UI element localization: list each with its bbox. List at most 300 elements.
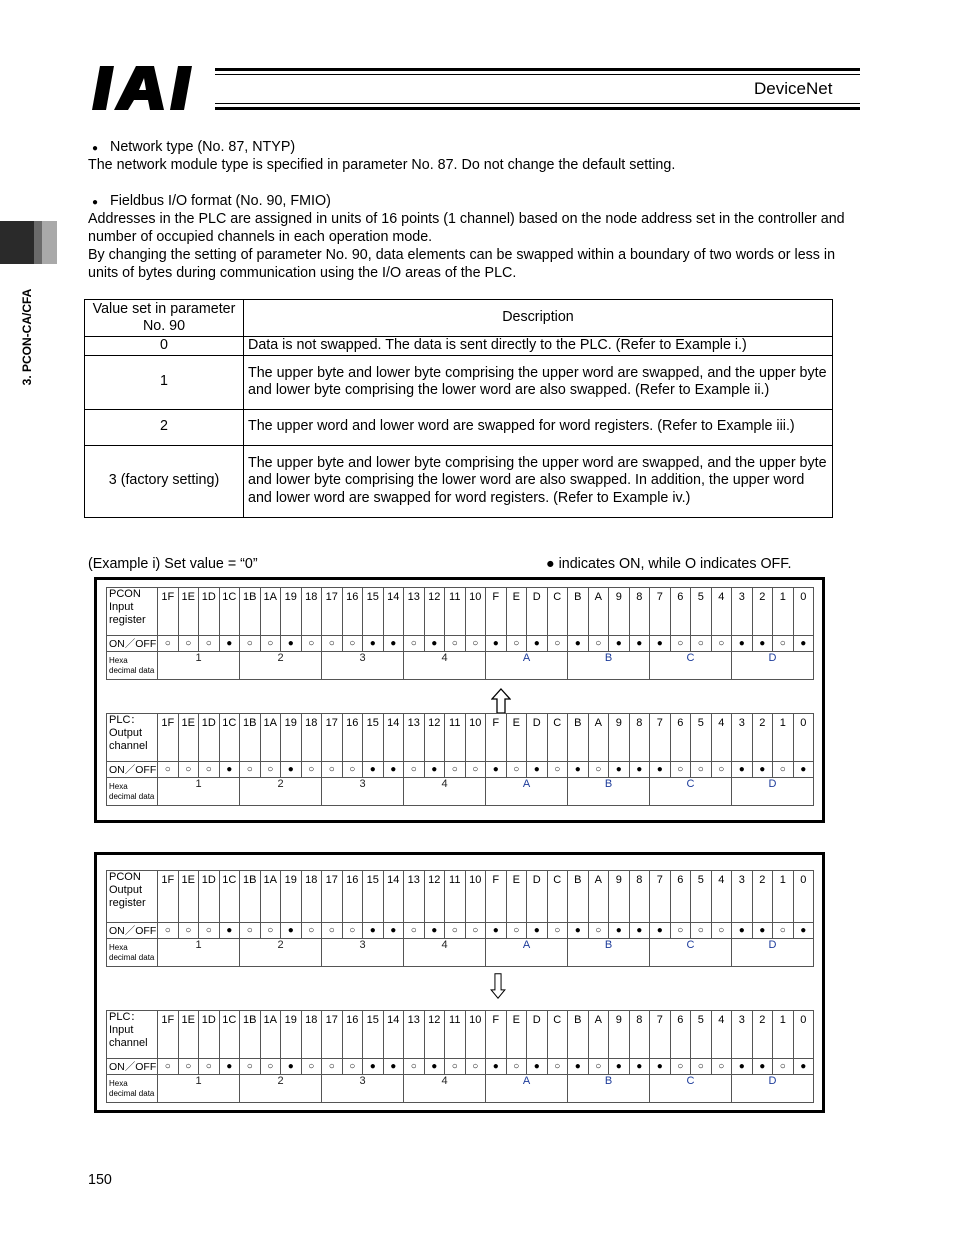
legend-note: ● indicates ON, while O indicates OFF. (546, 556, 792, 572)
bit-number: 13 (404, 714, 425, 762)
bit-number: 15 (363, 1011, 384, 1059)
bit-number: 5 (691, 714, 712, 762)
example-title: (Example i) Set value = “0” (88, 556, 258, 572)
bit-state: ● (219, 1059, 240, 1075)
bit-number: 19 (281, 588, 302, 636)
bit-number: 9 (609, 871, 630, 923)
bit-state: ○ (547, 1059, 568, 1075)
bit-state: ○ (301, 636, 322, 652)
hex-digit: 3 (322, 939, 404, 967)
bit-number: 17 (322, 1011, 343, 1059)
bit-state: ● (609, 636, 630, 652)
bit-number: 10 (465, 871, 486, 923)
hex-label: Hexa decimal data (107, 778, 158, 806)
bit-state: ● (732, 762, 753, 778)
bit-state: ○ (588, 1059, 609, 1075)
register-label (107, 1011, 158, 1059)
hex-digit: A (486, 1075, 568, 1103)
hex-digit: 3 (322, 1075, 404, 1103)
bit-number: 16 (342, 1011, 363, 1059)
bit-number: 11 (445, 1011, 466, 1059)
bit-number: 7 (650, 1011, 671, 1059)
bit-state: ○ (773, 636, 794, 652)
bit-state: ○ (670, 923, 691, 939)
bit-state: ● (363, 1059, 384, 1075)
bit-number: C (547, 871, 568, 923)
bit-number: F (486, 714, 507, 762)
bit-number: 1 (773, 871, 794, 923)
bit-number: A (588, 588, 609, 636)
bit-number: B (568, 1011, 589, 1059)
bit-state: ● (732, 1059, 753, 1075)
bit-state: ○ (342, 1059, 363, 1075)
bit-state: ● (793, 923, 814, 939)
bit-number: F (486, 1011, 507, 1059)
bit-number: 7 (650, 871, 671, 923)
bit-state: ○ (547, 762, 568, 778)
bit-state: ● (732, 636, 753, 652)
hex-digit: C (650, 1075, 732, 1103)
bit-state: ○ (588, 636, 609, 652)
hex-digit: B (568, 1075, 650, 1103)
bit-number: 1E (178, 871, 199, 923)
bit-number: 2 (752, 1011, 773, 1059)
bit-number: 0 (793, 871, 814, 923)
fieldbus-body-2: By changing the setting of parameter No. 90, data elements can be swapped within a boundary of two words or less in units of bytes during communication using the I/O areas of the PLC. (88, 247, 836, 281)
bit-state: ○ (711, 923, 732, 939)
bit-number: B (568, 588, 589, 636)
bit-state: ○ (199, 636, 220, 652)
bit-number: 1B (240, 1011, 261, 1059)
bit-state: ○ (240, 762, 261, 778)
bit-state: ○ (588, 923, 609, 939)
hex-label: Hexa decimal data (107, 652, 158, 680)
hex-digit: 2 (240, 652, 322, 680)
bit-state: ○ (445, 636, 466, 652)
hex-digit: C (650, 939, 732, 967)
bit-number: 1B (240, 714, 261, 762)
hex-digit: 4 (404, 1075, 486, 1103)
bit-state: ● (383, 923, 404, 939)
bit-state: ● (527, 762, 548, 778)
bit-state: ● (383, 1059, 404, 1075)
fieldbus-heading: ● Fieldbus I/O format (No. 90, FMIO) (110, 192, 331, 210)
bit-state: ● (424, 636, 445, 652)
bit-state: ● (281, 923, 302, 939)
pcon-output-register-table (106, 870, 814, 967)
bit-number: D (527, 588, 548, 636)
bit-state: ○ (506, 923, 527, 939)
network-type-heading: ● Network type (No. 87, NTYP) (110, 138, 295, 156)
hex-digit: D (732, 778, 814, 806)
bit-state: ○ (322, 762, 343, 778)
bit-number: 6 (670, 1011, 691, 1059)
header-rule (215, 103, 860, 104)
bit-number: 0 (793, 714, 814, 762)
bit-state: ○ (178, 1059, 199, 1075)
bit-number: 1D (199, 714, 220, 762)
bit-state: ○ (445, 1059, 466, 1075)
register-label: PCON Input register (107, 588, 158, 636)
bit-state: ● (486, 636, 507, 652)
bit-number: 7 (650, 588, 671, 636)
bit-state: ○ (773, 762, 794, 778)
bit-number: 5 (691, 1011, 712, 1059)
bit-state: ● (650, 636, 671, 652)
chapter-label: 3. PCON-CA/CFA (20, 288, 34, 386)
bit-state: ● (793, 1059, 814, 1075)
table-cell: The upper word and lower word are swapped for word registers. (Refer to Example iii.) (244, 409, 833, 445)
bit-number: 1D (199, 871, 220, 923)
page-number: 150 (88, 1172, 112, 1188)
bit-number: 17 (322, 714, 343, 762)
hex-digit: 3 (322, 652, 404, 680)
bit-state: ● (486, 762, 507, 778)
table-cell: Data is not swapped. The data is sent directly to the PLC. (Refer to Example i.) (244, 337, 833, 356)
bit-number: F (486, 588, 507, 636)
bit-number: 8 (629, 871, 650, 923)
bit-number: 3 (732, 588, 753, 636)
pcon-input-register-table (106, 587, 814, 680)
bit-number: 1C (219, 588, 240, 636)
bit-state: ○ (445, 923, 466, 939)
bit-state: ○ (691, 923, 712, 939)
bit-state: ● (629, 762, 650, 778)
bit-state: ● (281, 762, 302, 778)
bit-state: ○ (506, 1059, 527, 1075)
bit-number: 1E (178, 714, 199, 762)
bit-state: ○ (240, 636, 261, 652)
hex-digit: B (568, 652, 650, 680)
bit-number: 15 (363, 714, 384, 762)
hex-digit: 1 (158, 652, 240, 680)
bit-state: ○ (158, 1059, 179, 1075)
bit-number: 11 (445, 871, 466, 923)
bit-state: ● (732, 923, 753, 939)
hex-digit: 2 (240, 1075, 322, 1103)
bit-number: 13 (404, 871, 425, 923)
bit-number: 17 (322, 871, 343, 923)
bit-number: 11 (445, 714, 466, 762)
bit-state: ○ (342, 636, 363, 652)
bit-number: 16 (342, 871, 363, 923)
bit-state: ○ (547, 636, 568, 652)
network-type-body: The network module type is specified in parameter No. 87. Do not change the default setting. (88, 157, 676, 173)
bit-number: 15 (363, 871, 384, 923)
bit-number: D (527, 1011, 548, 1059)
header-rule (215, 107, 860, 110)
bit-state: ● (752, 636, 773, 652)
bit-state: ● (363, 762, 384, 778)
section-title: DeviceNet (754, 79, 833, 98)
bit-number: 3 (732, 871, 753, 923)
bit-number: 1B (240, 871, 261, 923)
bit-number: 18 (301, 1011, 322, 1059)
hex-digit: D (732, 1075, 814, 1103)
bit-number: C (547, 588, 568, 636)
bit-state: ○ (322, 1059, 343, 1075)
on-off-label: ON／OFF (107, 923, 158, 939)
bit-state: ● (383, 636, 404, 652)
bit-number: 9 (609, 1011, 630, 1059)
bit-number: 2 (752, 588, 773, 636)
bit-state: ○ (260, 923, 281, 939)
bit-state: ○ (711, 762, 732, 778)
hex-label: Hexa decimal data (107, 939, 158, 967)
bit-number: 5 (691, 588, 712, 636)
bit-state: ○ (301, 762, 322, 778)
diagram-pcon-to-plc (94, 577, 825, 823)
bit-state: ● (219, 762, 240, 778)
plc-input-channel-table (106, 1010, 814, 1103)
channel-label: Input channel (109, 1024, 148, 1049)
bit-number: 8 (629, 1011, 650, 1059)
bit-state: ● (219, 923, 240, 939)
bit-state: ○ (178, 762, 199, 778)
hex-label: Hexa decimal data (107, 1075, 158, 1103)
bit-state: ○ (588, 762, 609, 778)
bit-state: ● (609, 923, 630, 939)
bit-number: 9 (609, 588, 630, 636)
bit-number: 10 (465, 714, 486, 762)
bit-number: 1B (240, 588, 261, 636)
bit-number: E (506, 1011, 527, 1059)
bit-number: 1D (199, 1011, 220, 1059)
bit-number: 11 (445, 588, 466, 636)
bit-number: A (588, 1011, 609, 1059)
bit-number: 1A (260, 714, 281, 762)
bit-state: ● (424, 762, 445, 778)
bit-state: ● (281, 636, 302, 652)
bit-state: ○ (465, 923, 486, 939)
hex-digit: 1 (158, 1075, 240, 1103)
on-off-label: ON／OFF (107, 636, 158, 652)
bit-number: 19 (281, 1011, 302, 1059)
hex-digit: A (486, 652, 568, 680)
table-header: Value set in parameter No. 90 (85, 300, 244, 337)
bit-state: ○ (773, 923, 794, 939)
bit-number: C (547, 714, 568, 762)
bit-number: 10 (465, 1011, 486, 1059)
hex-digit: 3 (322, 778, 404, 806)
bit-number: A (588, 714, 609, 762)
bit-number: 1A (260, 588, 281, 636)
bit-number: 1 (773, 714, 794, 762)
bit-state: ● (793, 762, 814, 778)
bit-state: ○ (691, 636, 712, 652)
bit-number: 8 (629, 714, 650, 762)
bit-state: ● (650, 762, 671, 778)
bit-state: ○ (670, 636, 691, 652)
bit-number: 13 (404, 588, 425, 636)
bit-state: ● (486, 923, 507, 939)
bit-state: ○ (506, 636, 527, 652)
bit-state: ● (629, 923, 650, 939)
bit-number: E (506, 871, 527, 923)
bit-number: 14 (383, 1011, 404, 1059)
diagram-plc-to-pcon (94, 852, 825, 1113)
bit-number: 1F (158, 714, 179, 762)
bit-state: ○ (178, 636, 199, 652)
bit-number: 1 (773, 1011, 794, 1059)
bit-state: ○ (691, 762, 712, 778)
bit-state: ○ (404, 762, 425, 778)
table-header: Description (244, 300, 833, 337)
bit-state: ● (527, 923, 548, 939)
hex-digit: 4 (404, 652, 486, 680)
hex-digit: C (650, 778, 732, 806)
header-rule (215, 74, 860, 75)
bit-number: E (506, 588, 527, 636)
bit-state: ● (629, 636, 650, 652)
bit-number: 0 (793, 588, 814, 636)
bit-number: 3 (732, 714, 753, 762)
bit-state: ○ (506, 762, 527, 778)
hex-digit: C (650, 652, 732, 680)
bit-state: ○ (199, 923, 220, 939)
bit-state: ○ (158, 923, 179, 939)
bit-number: 1D (199, 588, 220, 636)
iai-logo (92, 66, 212, 112)
bit-number: 1F (158, 588, 179, 636)
bit-state: ○ (465, 636, 486, 652)
bit-number: 14 (383, 714, 404, 762)
bit-number: 12 (424, 871, 445, 923)
bit-number: D (527, 871, 548, 923)
bit-state: ● (486, 1059, 507, 1075)
bit-number: 5 (691, 871, 712, 923)
bit-state: ○ (773, 1059, 794, 1075)
hex-digit: B (568, 939, 650, 967)
plc-prefix: PLC： (109, 714, 142, 726)
channel-label: Output channel (109, 727, 148, 752)
hex-digit: 4 (404, 939, 486, 967)
register-label: PCON Output register (107, 871, 158, 923)
bit-number: 2 (752, 714, 773, 762)
bit-state: ● (219, 636, 240, 652)
bit-state: ○ (322, 923, 343, 939)
bit-state: ● (650, 1059, 671, 1075)
bit-number: 1C (219, 714, 240, 762)
bit-state: ● (363, 636, 384, 652)
hex-digit: 2 (240, 778, 322, 806)
bit-number: 1C (219, 1011, 240, 1059)
bit-number: B (568, 871, 589, 923)
on-off-label: ON／OFF (107, 762, 158, 778)
bit-number: 14 (383, 871, 404, 923)
bit-state: ● (629, 1059, 650, 1075)
bit-number: 19 (281, 714, 302, 762)
hex-digit: 4 (404, 778, 486, 806)
bit-number: 9 (609, 714, 630, 762)
bit-state: ● (793, 636, 814, 652)
bit-number: E (506, 714, 527, 762)
bit-number: 13 (404, 1011, 425, 1059)
bit-state: ○ (547, 923, 568, 939)
bit-state: ○ (670, 762, 691, 778)
bit-state: ○ (240, 1059, 261, 1075)
bit-number: 4 (711, 871, 732, 923)
bit-state: ○ (465, 1059, 486, 1075)
arrow-up-icon (491, 688, 511, 714)
bit-number: 8 (629, 588, 650, 636)
register-label (107, 714, 158, 762)
bit-state: ○ (445, 762, 466, 778)
hex-digit: A (486, 778, 568, 806)
bit-state: ○ (260, 636, 281, 652)
bit-number: B (568, 714, 589, 762)
bit-state: ○ (711, 1059, 732, 1075)
bit-number: 1 (773, 588, 794, 636)
bit-state: ○ (199, 762, 220, 778)
bit-state: ○ (670, 1059, 691, 1075)
bit-state: ● (527, 1059, 548, 1075)
plc-output-channel-table (106, 713, 814, 806)
chapter-tab (0, 221, 57, 264)
bit-state: ○ (260, 762, 281, 778)
bit-number: 19 (281, 871, 302, 923)
bit-number: 1F (158, 1011, 179, 1059)
bit-number: 1C (219, 871, 240, 923)
bit-number: 14 (383, 588, 404, 636)
plc-prefix: PLC： (109, 1011, 142, 1023)
bit-number: 3 (732, 1011, 753, 1059)
bit-state: ● (568, 636, 589, 652)
bit-state: ○ (691, 1059, 712, 1075)
bit-state: ● (752, 762, 773, 778)
bit-number: 1E (178, 588, 199, 636)
bit-state: ● (363, 923, 384, 939)
bit-state: ○ (342, 923, 363, 939)
bit-state: ○ (301, 1059, 322, 1075)
bit-state: ● (752, 923, 773, 939)
bit-number: 0 (793, 1011, 814, 1059)
bit-state: ● (383, 762, 404, 778)
hex-digit: A (486, 939, 568, 967)
bit-number: 18 (301, 871, 322, 923)
bit-state: ● (609, 1059, 630, 1075)
bit-number: 18 (301, 588, 322, 636)
bit-state: ○ (342, 762, 363, 778)
bit-number: 4 (711, 1011, 732, 1059)
hex-digit: 1 (158, 778, 240, 806)
header-rule (215, 68, 860, 71)
bit-number: 10 (465, 588, 486, 636)
hex-digit: 1 (158, 939, 240, 967)
bit-number: 16 (342, 714, 363, 762)
bit-state: ○ (301, 923, 322, 939)
bit-state: ○ (178, 923, 199, 939)
bit-number: D (527, 714, 548, 762)
bit-number: 17 (322, 588, 343, 636)
bit-state: ● (281, 1059, 302, 1075)
bit-number: A (588, 871, 609, 923)
bit-state: ● (424, 923, 445, 939)
bit-state: ● (609, 762, 630, 778)
hex-digit: D (732, 652, 814, 680)
bit-state: ○ (404, 923, 425, 939)
bit-state: ○ (404, 1059, 425, 1075)
bit-number: 6 (670, 714, 691, 762)
bit-number: 1F (158, 871, 179, 923)
bit-state: ● (650, 923, 671, 939)
table-cell: The upper byte and lower byte comprising the upper word are swapped, and the upper byte and lower byte comprising the lower word are also swapped. In addition, the upper word and lower word are swapped for word registers. (Refer to Example iv.) (244, 445, 833, 517)
hex-digit: B (568, 778, 650, 806)
bit-number: 6 (670, 871, 691, 923)
bit-number: 15 (363, 588, 384, 636)
fieldbus-body-1: Addresses in the PLC are assigned in units of 16 points (1 channel) based on the node address set in the controller and number of occupied channels in each operation mode. (88, 211, 845, 245)
bit-state: ● (527, 636, 548, 652)
